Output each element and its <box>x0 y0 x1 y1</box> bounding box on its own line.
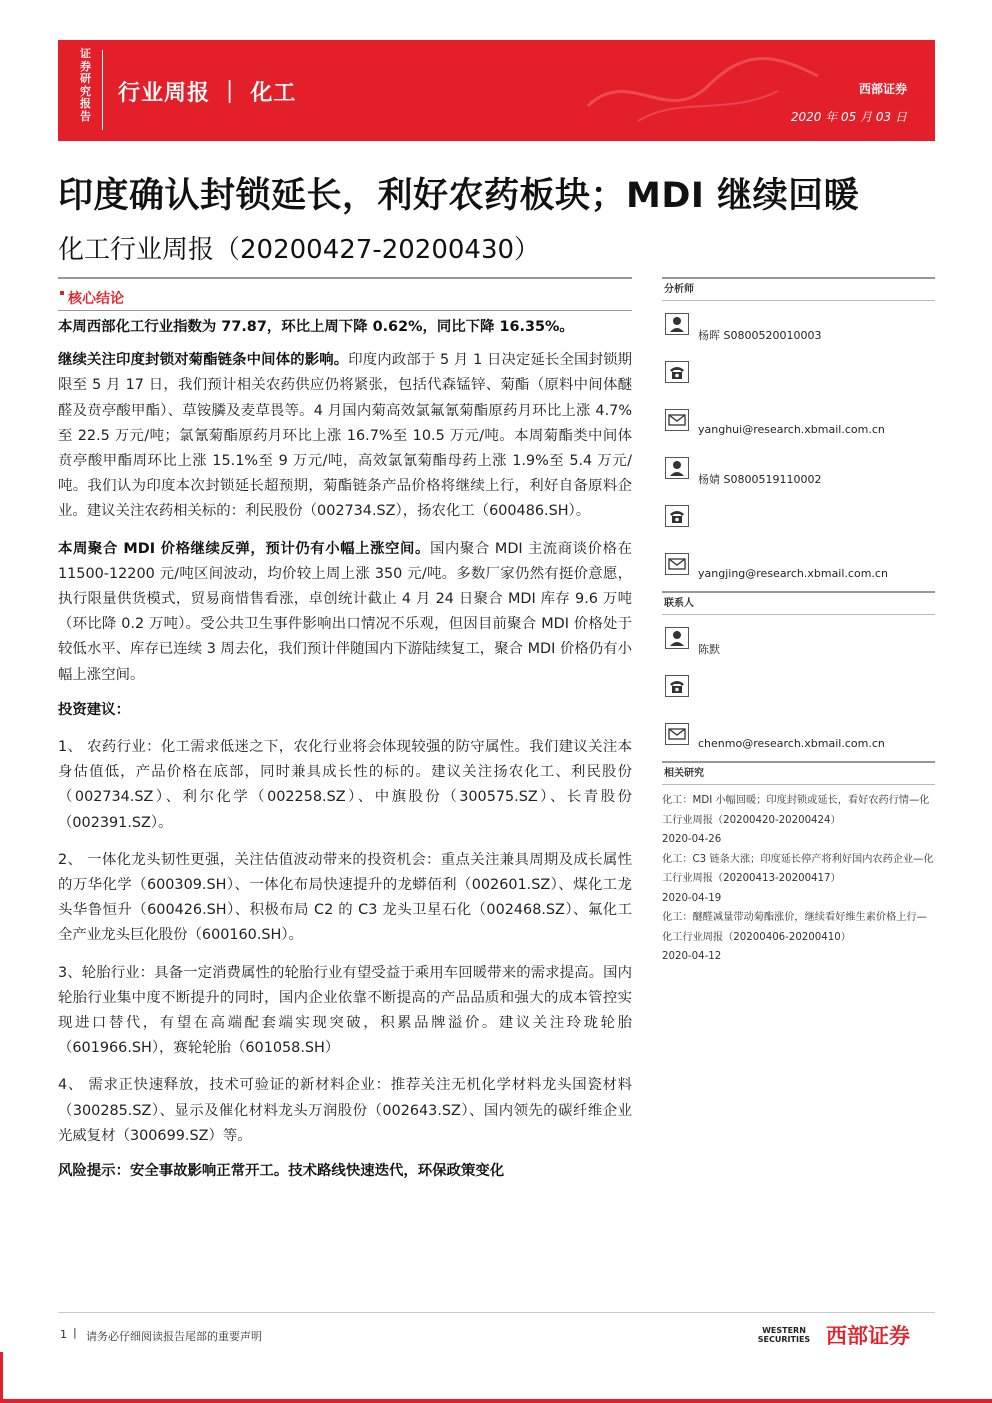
contact-1-name: 陈默 <box>698 643 720 656</box>
analyst-2-phone-row <box>662 493 935 541</box>
person-icon <box>665 313 689 335</box>
footer-divider <box>58 1312 935 1313</box>
contact-1-email[interactable]: chenmo@research.xbmail.com.cn <box>698 737 885 750</box>
invest-heading <box>58 698 632 723</box>
phone-icon <box>665 361 689 383</box>
corner-accent-vertical <box>0 1352 3 1403</box>
contact-1-email-row <box>662 711 935 759</box>
doc-type: 行业周报 ｜ 化工 <box>118 81 297 106</box>
mail-icon <box>665 553 689 575</box>
analyst-2-email[interactable]: yangjing@research.xbmail.com.cn <box>698 567 888 580</box>
risk-warning <box>58 1159 632 1184</box>
india-paragraph-body: 印度内政部于 5 月 1 日决定延长全国封锁期限至 5 月 17 日，我们预计相关农药供应仍将紧张，包括代森锰锌、菊酯（原料中间体醚醛及贲亭酸甲酯）、草铵膦及麦草畏等。4 月国内菊高效氯氟氰菊酯原药月环比上涨 4.7%至 22.5 万元/吨；氯氰菊酯原药月环比上涨 16.7%至 10.5 万元/吨。本周菊酯类中间体贲亭酸甲酯周环比上涨 15.1%至 9 万元/吨，高效氯氰菊酯母药上涨 1.9%至 5.4 万元/吨。我们认为印度本次封锁延长超预期，菊酯链条产品价格将继续上行，利好自备原料企业。建议关注农药相关标的：利民股份（002734.SZ），扬农化工（600486.SH）。 <box>58 352 632 520</box>
index-summary-text: 本周西部化工行业指数为 77.87，环比上周下降 0.62%，同比下降 16.35%。 <box>58 319 574 335</box>
mdi-paragraph-body: 国内聚合 MDI 主流商谈价格在 11500-12200 元/吨区间波动，均价较上周上涨 350 元/吨。多数厂家仍然有挺价意愿，执行限量供货模式，贸易商惜售看涨，卓创统计截止 4 月 24 日聚合 MDI 库存 9.6 万吨（环比降 0.2 万吨）。受公共卫生事件影响出口情况不乐观，但因目前聚合 MDI 价格处于较低水平、库存已连续 3 周去化，我们预计伴随国内下游陆续复工，聚合 MDI 价格仍有小幅上涨空间。 <box>58 540 632 683</box>
contact-1-phone-row <box>662 663 935 711</box>
analyst-1-phone-row <box>662 349 935 397</box>
research-heading: 相关研究 <box>662 761 935 785</box>
report-type-vertical-label: 证券研究报告 <box>80 47 91 123</box>
analyst-heading: 分析师 <box>662 277 935 301</box>
research-item-2-date: 2020-04-19 <box>662 892 722 904</box>
invest-item-3: 3、轮胎行业：具备一定消费属性的轮胎行业有望受益于乘用车回暖带来的需求提高。国内轮胎行业集中度不断提升的同时，国内企业依靠不断提高的产品品质和强大的成本管控实现进口替代，有望在高端配套端实现突破，积累品牌溢价。建议关注玲珑轮胎（601966.SH），赛轮轮胎（601058.SH） <box>58 964 632 1057</box>
sidebar <box>662 277 935 967</box>
person-icon <box>665 457 689 479</box>
footer-logo-english: WESTERN SECURITIES <box>757 1326 811 1344</box>
analyst-1-email[interactable]: yanghui@research.xbmail.com.cn <box>698 423 885 436</box>
analyst-2-name-row <box>662 445 935 493</box>
mail-icon <box>665 723 689 745</box>
research-item-1-date: 2020-04-26 <box>662 834 722 845</box>
report-date: 2020 年 05 月 03 日 <box>790 110 907 124</box>
analyst-1-email-row <box>662 397 935 445</box>
mdi-paragraph-lead: 本周聚合 MDI 价格继续反弹，预计仍有小幅上涨空间。 <box>58 540 430 557</box>
analyst-2-name: 杨婧 S0800519110002 <box>698 473 822 486</box>
research-item-1[interactable]: 化工：MDI 小幅回暖；印度封锁或延长，看好农药行情—化工行业周报（20200420-20200424） <box>662 795 930 826</box>
mdi-paragraph <box>58 537 632 688</box>
header-brand: 西部证券 <box>858 82 907 96</box>
bullet-icon <box>60 291 64 295</box>
footer-logo: 西部证券 <box>826 1324 910 1348</box>
header-banner <box>58 40 935 141</box>
core-heading: 核心结论 <box>68 291 124 307</box>
india-paragraph <box>58 348 632 524</box>
invest-item-4: 4、 需求正快速释放，技术可验证的新材料企业：推荐关注无机化学材料龙头国瓷材料（300285.SZ）、显示及催化材料龙头万润股份（002643.SZ）、国内领先的碳纤维企业光威复材（300699.SZ）等。 <box>58 1077 632 1144</box>
india-paragraph-lead: 继续关注印度封锁对菊酯链条中间体的影响。 <box>58 352 349 369</box>
risk-warning-text: 风险提示：安全事故影响正常开工。技术路线快速迭代，环保政策变化 <box>58 1163 505 1180</box>
corner-accent-horizontal <box>0 1399 992 1403</box>
invest-item-2: 2、 一体化龙头韧性更强，关注估值波动带来的投资机会：重点关注兼具周期及成长属性的万华化学（600309.SH）、一体化布局快速提升的龙蟒佰利（002601.SZ）、煤化工龙头华鲁恒升（600426.SH）、积极布局 C2 的 C3 龙头卫星石化（002468.SZ）、氟化工全产业龙头巨化股份（600160.SH）。 <box>58 851 632 944</box>
phone-icon <box>665 505 689 527</box>
mail-icon <box>665 409 689 431</box>
research-item-2[interactable]: 化工：C3 链条大涨；印度延长停产将利好国内农药企业—化工行业周报（20200413-20200417） <box>662 853 934 884</box>
analyst-2-email-row <box>662 541 935 589</box>
page-number: 1 <box>60 1328 67 1341</box>
research-item-3-date: 2020-04-12 <box>662 951 722 962</box>
footer-separator: | <box>73 1326 77 1339</box>
research-item-3[interactable]: 化工：醚醛减量带动菊酯涨价，继续看好维生素价格上行—化工行业周报（20200406-20200410） <box>662 912 927 943</box>
core-conclusion-column <box>58 277 632 1184</box>
footer-notice: 请务必仔细阅读报告尾部的重要声明 <box>86 1330 262 1343</box>
contact-1-name-row <box>662 615 935 663</box>
sub-title: 化工行业周报（20200427-20200430） <box>58 235 541 265</box>
invest-heading-text: 投资建议： <box>58 701 130 718</box>
invest-item-1: 1、 农药行业：化工需求低迷之下，农化行业将会体现较强的防守属性。我们建议关注本身估值低，产品价格在底部，同时兼具成长性的标的。建议关注扬农化工、利民股份（002734.SZ）、利尔化学（002258.SZ）、中旗股份（300575.SZ）、长青股份（002391.SZ）。 <box>58 739 632 831</box>
related-research-list <box>662 785 935 967</box>
index-summary <box>58 315 632 340</box>
analyst-1-name-row <box>662 301 935 349</box>
core-heading-bar <box>58 277 632 311</box>
person-icon <box>665 627 689 649</box>
main-title: 印度确认封锁延长，利好农药板块；MDI 继续回暖 <box>58 176 860 216</box>
analyst-1-name: 杨晖 S0800520010003 <box>698 329 822 342</box>
phone-icon <box>665 675 689 697</box>
contact-heading: 联系人 <box>662 591 935 615</box>
header-divider <box>102 50 103 130</box>
